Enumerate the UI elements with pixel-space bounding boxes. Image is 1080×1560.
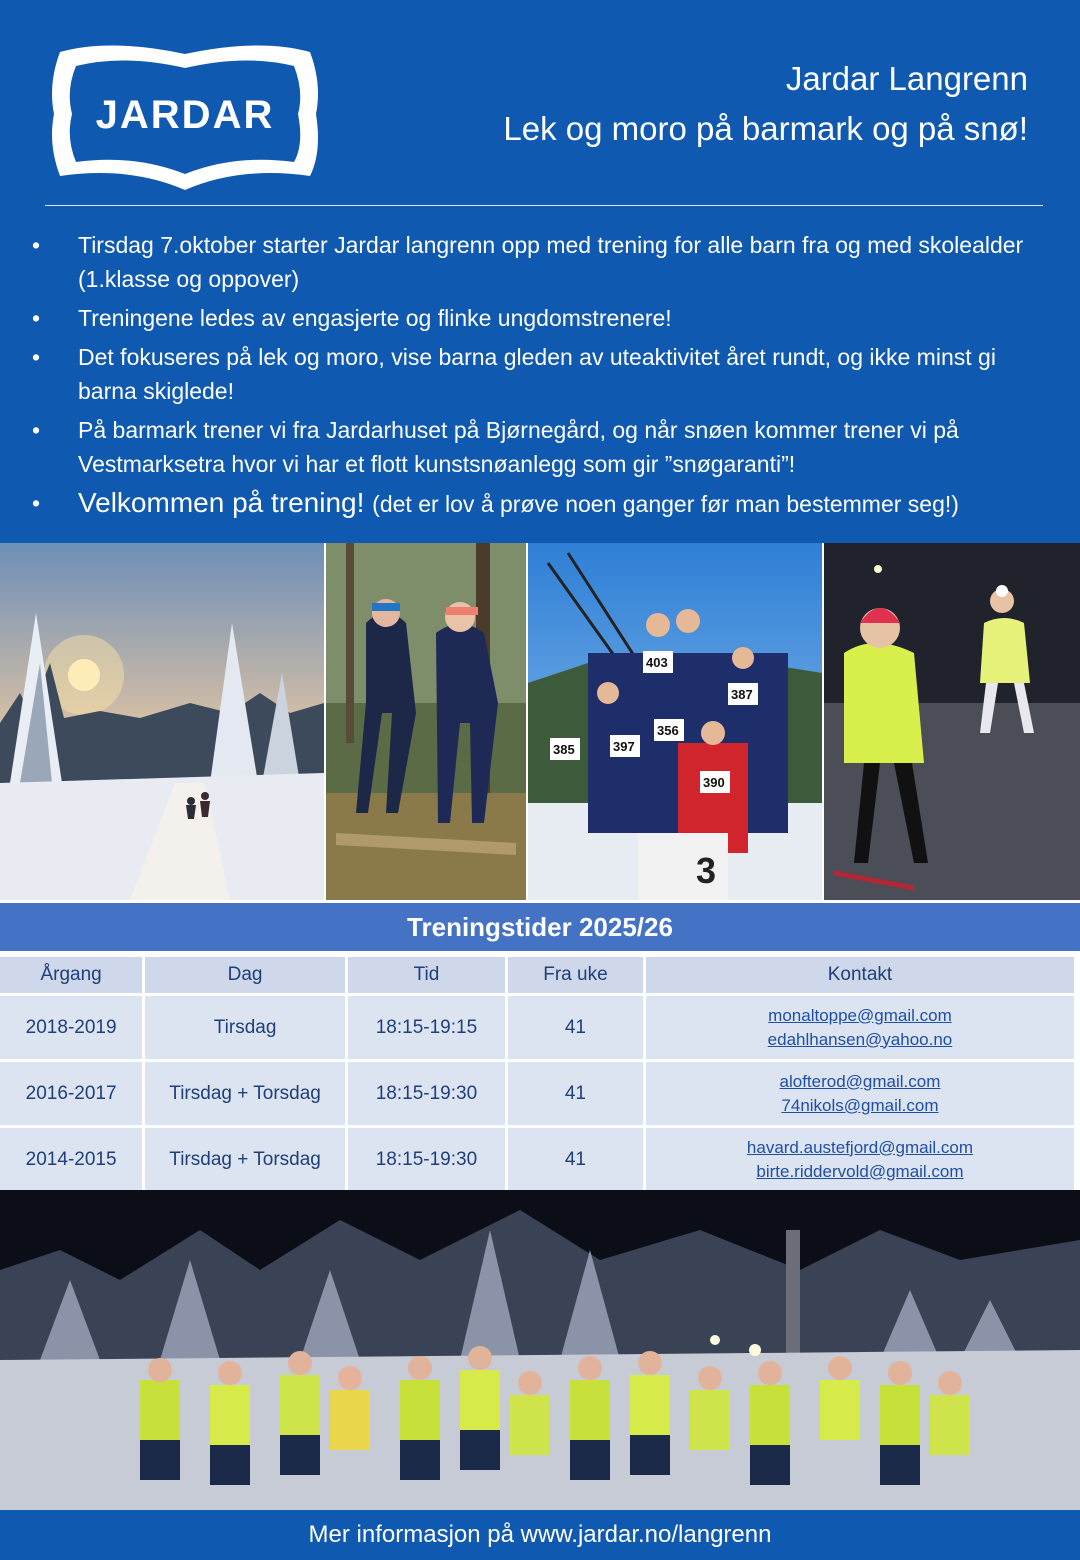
header-section	[0, 0, 1080, 543]
schedule-table	[0, 954, 1077, 1194]
bib-number: 403	[646, 655, 668, 670]
cell-uke: 41	[508, 1128, 643, 1191]
footer-bar	[0, 1510, 1080, 1560]
cell-uke: 41	[508, 1062, 643, 1125]
cell-aargang: 2018-2019	[0, 996, 142, 1059]
photo-race-podium	[528, 543, 822, 900]
footer-link-text[interactable]: Mer informasjon på www.jardar.no/langrenn	[308, 1521, 772, 1548]
table-row	[0, 996, 1074, 1059]
photo-strip	[0, 543, 1080, 900]
column-header-kontakt: Kontakt	[646, 957, 1074, 993]
cell-kontakt	[646, 996, 1074, 1059]
header-titles	[503, 58, 1028, 158]
table-row	[0, 1062, 1074, 1125]
contact-email-link[interactable]: birte.riddervold@gmail.com	[756, 1161, 964, 1181]
schedule-section	[0, 900, 1080, 1190]
bib-number: 397	[613, 739, 635, 754]
bib-number: 356	[657, 723, 679, 738]
photo-group-night	[0, 1190, 1080, 1510]
welcome-note: (det er lov å prøve noen ganger før man bestemmer seg!)	[372, 491, 959, 517]
cell-dag: Tirsdag	[145, 996, 345, 1059]
column-header-tid: Tid	[348, 957, 505, 993]
column-header-aargang: Årgang	[0, 957, 142, 993]
bullet-item: • Tirsdag 7.oktober starter Jardar langrenn opp med trening for alle barn fra og med skolealder (1.klasse og oppover)	[30, 228, 1060, 296]
info-bullet-list	[30, 228, 1060, 526]
contact-email-link[interactable]: monaltoppe@gmail.com	[768, 1005, 952, 1025]
bib-number: 387	[731, 687, 753, 702]
contact-email-link[interactable]: havard.austefjord@gmail.com	[746, 1137, 973, 1157]
bullet-item: • Treningene ledes av engasjerte og flinke ungdomstrenere!	[30, 301, 1060, 335]
cell-tid: 18:15-19:15	[348, 996, 505, 1059]
table-row	[0, 1128, 1074, 1191]
welcome-bullet	[30, 486, 1060, 521]
cell-dag: Tirsdag + Torsdag	[145, 1128, 345, 1191]
welcome-text: Velkommen på trening!	[78, 487, 365, 518]
bullet-item: • På barmark trener vi fra Jardarhuset på Bjørnegård, og når snøen kommer trener vi på Vestmarksetra hvor vi har et flott kunstsnøanlegg som gir ”snøgaranti”!	[30, 413, 1060, 481]
photo-autumn-training	[326, 543, 526, 900]
logo-text: JARDAR	[95, 93, 275, 137]
cell-tid: 18:15-19:30	[348, 1062, 505, 1125]
header-divider	[45, 205, 1043, 206]
tagline: Lek og moro på barmark og på snø!	[503, 110, 1028, 147]
cell-aargang: 2016-2017	[0, 1062, 142, 1125]
jardar-shield-logo	[40, 34, 330, 194]
cell-uke: 41	[508, 996, 643, 1059]
contact-email-link[interactable]: 74nikols@gmail.com	[781, 1095, 939, 1115]
bib-number: 385	[553, 742, 575, 757]
contact-email-link[interactable]: alofterod@gmail.com	[779, 1071, 941, 1091]
cell-aargang: 2014-2015	[0, 1128, 142, 1191]
cell-dag: Tirsdag + Torsdag	[145, 1062, 345, 1125]
photo-night-skiing	[824, 543, 1080, 900]
cell-kontakt	[646, 1062, 1074, 1125]
table-header-row	[0, 957, 1074, 993]
schedule-title: Treningstider 2025/26	[0, 903, 1080, 951]
cell-kontakt	[646, 1128, 1074, 1191]
photo-sunset-ski-trail	[0, 543, 324, 900]
contact-email-link[interactable]: edahlhansen@yahoo.no	[767, 1029, 953, 1049]
column-header-dag: Dag	[145, 957, 345, 993]
podium-number: 3	[696, 850, 717, 891]
cell-tid: 18:15-19:30	[348, 1128, 505, 1191]
bib-number: 390	[703, 775, 725, 790]
bullet-item: • Det fokuseres på lek og moro, vise barna gleden av uteaktivitet året rundt, og ikke minst gi barna skiglede!	[30, 340, 1060, 408]
column-header-fra-uke: Fra uke	[508, 957, 643, 993]
club-title: Jardar Langrenn	[785, 60, 1028, 97]
